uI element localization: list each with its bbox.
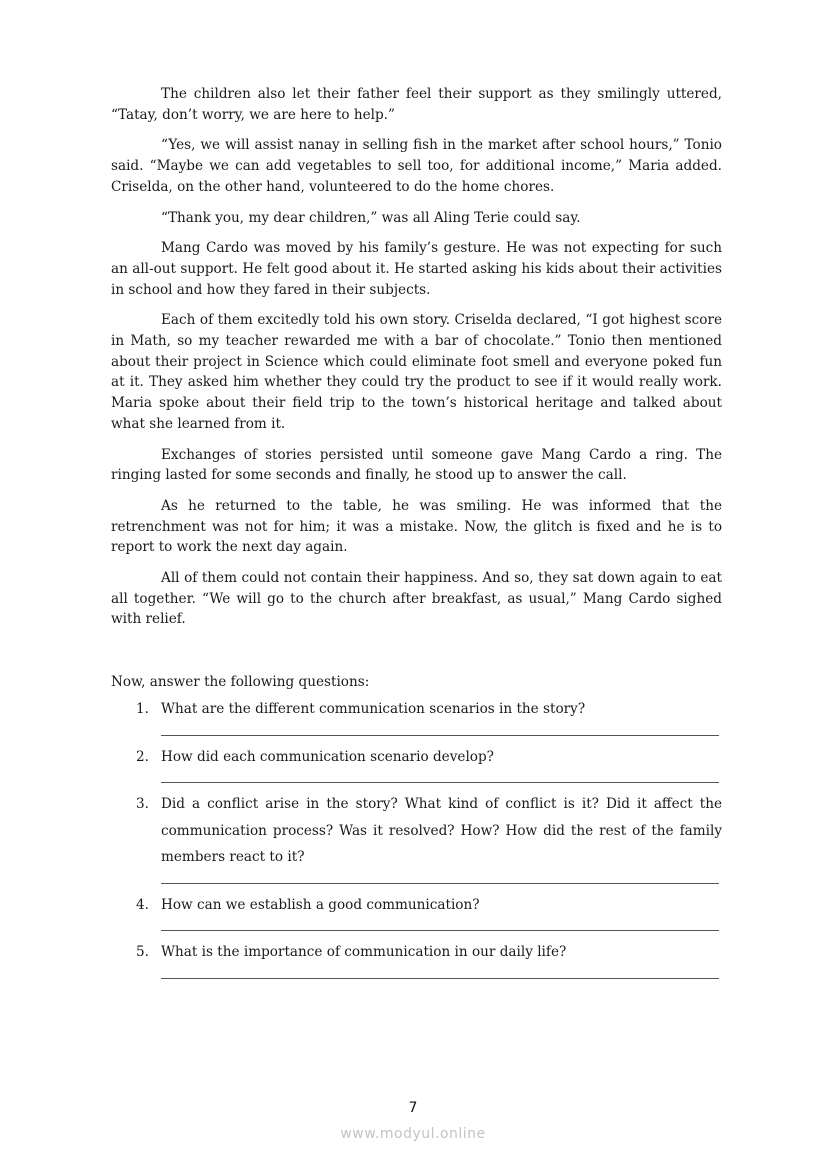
question-number: 5. [136, 944, 149, 961]
question-text: How did each communication scenario develop? [161, 748, 494, 765]
answer-line[interactable] [161, 735, 719, 736]
question-text: What are the different communication scenarios in the story? [161, 701, 586, 718]
paragraph: Exchanges of stories persisted until someone gave Mang Cardo a ring. The ringing lasted for some seconds and finally, he stood up to answer the call. [111, 446, 722, 484]
question-number: 1. [136, 701, 149, 718]
question-number: 4. [136, 896, 149, 913]
page-number: 7 [408, 1100, 418, 1116]
answer-line[interactable] [161, 782, 719, 783]
paragraph: Mang Cardo was moved by his family’s gesture. He was not expecting for such an all-out support. He felt good about it. He started asking his kids about their activities in school and how they fared in their subjects. [111, 240, 722, 298]
questions-intro: Now, answer the following questions: [111, 674, 370, 691]
question-item [111, 892, 722, 919]
question-item [111, 791, 722, 871]
paragraph: All of them could not contain their happiness. And so, they sat down again to eat all together. “We will go to the church after breakfast, as usual,” Mang Cardo sighed with relief. [111, 570, 722, 628]
answer-line[interactable] [161, 883, 719, 884]
questions-section [111, 672, 722, 979]
page-content [111, 84, 722, 987]
question-text: Did a conflict arise in the story? What kind of conflict is it? Did it affect the communication process? Was it resolved? How? How did the rest of the family members react to it? [161, 796, 722, 866]
question-item [111, 939, 722, 966]
question-item [111, 744, 722, 771]
paragraph: Each of them excitedly told his own story. Criselda declared, “I got highest score in Math, so my teacher rewarded me with a bar of chocolate.” Tonio then mentioned about their project in Science which could eliminate foot smell and everyone poked fun at it. They asked him whether they could try the product to see if it would really work. Maria spoke about their field trip to the town’s historical heritage and talked about what she learned from it. [111, 312, 722, 432]
paragraph: “Yes, we will assist nanay in selling fish in the market after school hours,” Tonio said. “Maybe we can add vegetables to sell too, for additional income,” Maria added. Criselda, on the other hand, volunteered to do the home chores. [111, 137, 722, 195]
question-number: 3. [136, 796, 149, 813]
question-number: 2. [136, 748, 149, 765]
question-text: How can we establish a good communication? [161, 896, 480, 913]
question-text: What is the importance of communication in our daily life? [161, 944, 567, 961]
watermark: www.modyul.online [340, 1126, 486, 1142]
paragraph: As he returned to the table, he was smiling. He was informed that the retrenchment was not for him; it was a mistake. Now, the glitch is fixed and he is to report to work the next day again. [111, 497, 722, 556]
answer-line[interactable] [161, 930, 719, 931]
question-item [111, 696, 722, 723]
paragraph: “Thank you, my dear children,” was all Aling Terie could say. [161, 209, 581, 226]
story-text [111, 84, 722, 630]
answer-line[interactable] [161, 978, 719, 979]
paragraph: The children also let their father feel their support as they smilingly uttered, “Tatay, don’t worry, we are here to help.” [111, 86, 722, 123]
